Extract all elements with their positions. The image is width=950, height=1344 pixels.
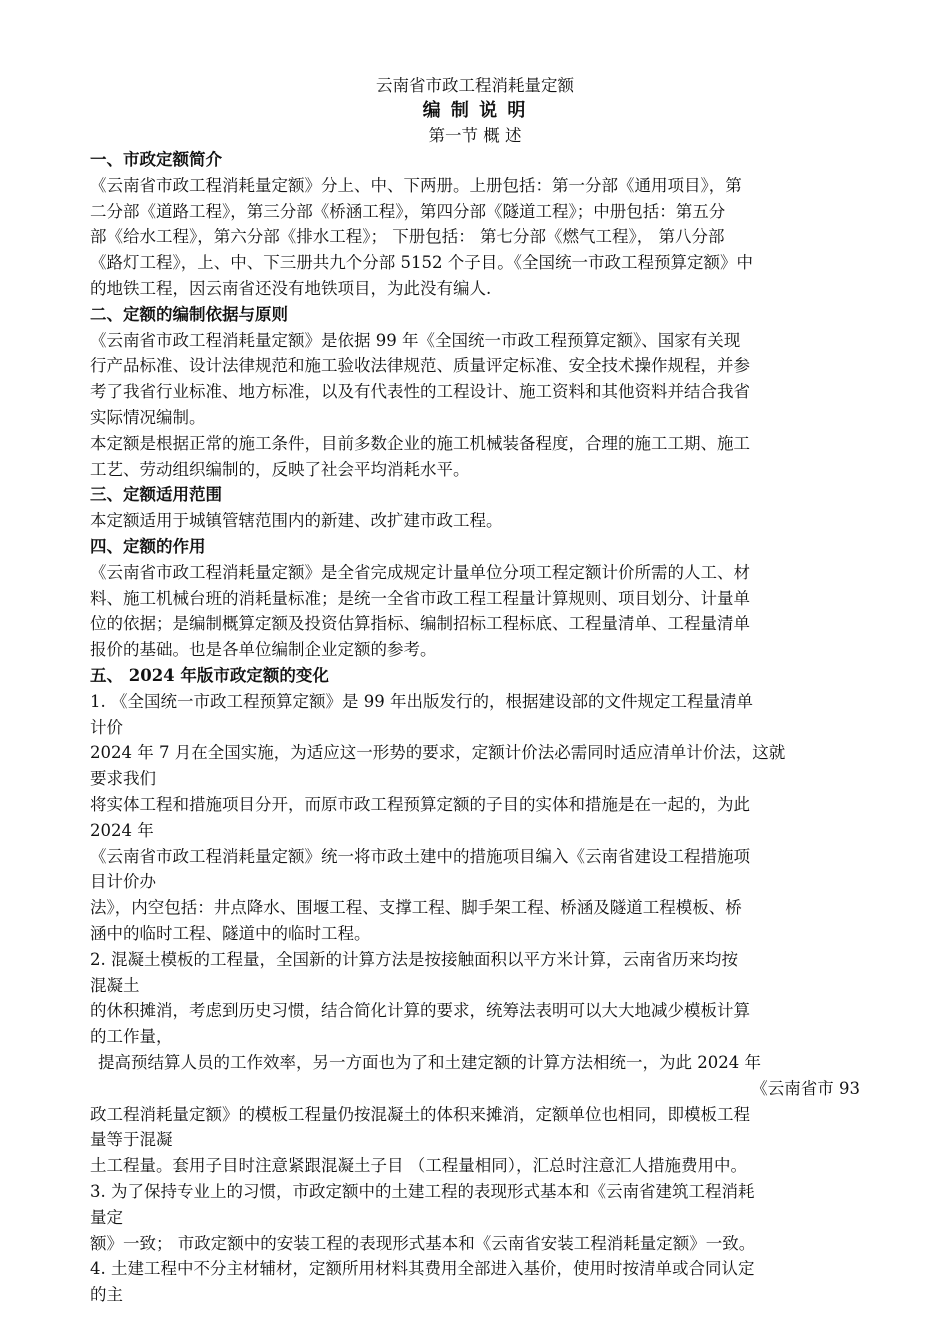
text-line: 将实体工程和措施项目分开，而原市政工程预算定额的子目的实体和措施是在一起的，为此 xyxy=(90,795,750,814)
text-line: 2024 年 7 月在全国实施，为适应这一形势的要求，定额计价法必需同时适应清单计价法，这就 xyxy=(90,743,786,763)
text-line: 的主 xyxy=(90,1285,123,1305)
text-line: 计价 xyxy=(90,717,123,737)
text-line: 混凝土 xyxy=(90,975,140,995)
section-heading: 五、 2024 年版市政定额的变化 xyxy=(90,666,329,685)
section-heading: 三、定额适用范围 xyxy=(90,485,222,505)
text-line: 实际情况编制。 xyxy=(90,408,206,427)
text-line: 1. 《全国统一市政工程预算定额》是 99 年出版发行的，根据建设部的文件规定工程量清单 xyxy=(90,691,753,711)
text-line: 二分部《道路工程》，第三分部《桥涵工程》，第四分部《隧道工程》；中册包括：第五分 xyxy=(90,201,726,221)
text-line: 涵中的临时工程、隧道中的临时工程。 xyxy=(90,924,371,943)
text-line: 《云南省市政工程消耗量定额》分上、中、下两册。上册包括：第一分部《通用项目》，第 xyxy=(90,175,742,195)
text-line: 政工程消耗量定额》的模板工程量仍按混凝土的体积来摊消，定额单位也相同，即模板工程 xyxy=(90,1104,750,1124)
text-line: 法》，内空包括：井点降水、围堰工程、支撑工程、脚手架工程、桥涵及隧道工程模板、桥 xyxy=(90,898,742,918)
text-line: 提高预结算人员的工作效率，另一方面也为了和土建定额的计算方法相统一，为此 2024 年 xyxy=(98,1053,761,1072)
text-line: 考了我省行业标准、地方标准，以及有代表性的工程设计、施工资料和其他资料并结合我省 xyxy=(90,382,750,402)
text-line: 《云南省市 93 xyxy=(751,1078,860,1098)
text-line: 土工程量。套用子目时注意紧跟混凝土子目 （工程量相同），汇总时注意汇人措施费用中。 xyxy=(90,1156,747,1176)
text-line: 的地铁工程，因云南省还没有地铁项目，为此没有编人. xyxy=(90,279,492,298)
section-heading: 四、定额的作用 xyxy=(90,537,206,556)
text-line: 报价的基础。也是各单位编制企业定额的参考。 xyxy=(90,640,437,660)
section-heading: 一、市政定额简介 xyxy=(90,150,222,169)
text-line: 本定额是根据正常的施工条件，目前多数企业的施工机械装备程度，合理的施工工期、施工 xyxy=(90,433,750,453)
text-line: 2024 年 xyxy=(90,820,154,840)
text-line: 的休积摊消，考虑到历史习惯，结合简化计算的要求，统筹法表明可以大大地减少模板计算 xyxy=(90,1001,750,1021)
text-line: 《云南省市政工程消耗量定额》是全省完成规定计量单位分项工程定额计价所需的人工、材 xyxy=(90,562,750,582)
section-title: 第一节 概 述 xyxy=(428,126,522,145)
text-line: 额》一致； 市政定额中的安装工程的表现形式基本和《云南省安装工程消耗量定额》一致。 xyxy=(90,1233,756,1253)
text-line: 位的依据；是编制概算定额及投资估算指标、编制招标工程标底、工程量清单、工程量清单 xyxy=(90,614,750,634)
text-line: 量定 xyxy=(90,1207,123,1227)
section-heading: 二、定额的编制依据与原则 xyxy=(90,304,288,324)
text-line: 3. 为了保持专业上的习惯，市政定额中的土建工程的表现形式基本和《云南省建筑工程消耗 xyxy=(90,1182,755,1201)
doc-subtitle: 编 制 说 明 xyxy=(422,100,528,121)
text-line: 目计价办 xyxy=(90,872,156,892)
text-line: 《云南省市政工程消耗量定额》是依据 99 年《全国统一市政工程预算定额》、国家有关现 xyxy=(90,330,741,350)
text-line: 工艺、劳动组织编制的，反映了社会平均消耗水平。 xyxy=(90,459,470,479)
text-line: 的工作量， xyxy=(90,1027,173,1047)
text-line: 《路灯工程》，上、中、下三册共九个分部 5152 个子目。《全国统一市政工程预算定额》中 xyxy=(90,253,753,273)
text-line: 4. 土建工程中不分主材辅材，定额所用材料其费用全部进入基价，使用时按清单或合同认定 xyxy=(90,1259,755,1279)
text-line: 《云南省市政工程消耗量定额》统一将市政土建中的措施项目编入《云南省建设工程措施项 xyxy=(90,846,750,866)
doc-title: 云南省市政工程消耗量定额 xyxy=(376,76,574,95)
text-line: 本定额适用于城镇管辖范围内的新建、改扩建市政工程。 xyxy=(90,511,503,531)
text-line: 要求我们 xyxy=(90,769,156,789)
text-line: 行产品标准、设计法律规范和施工验收法律规范、质量评定标准、安全技术操作规程，并参 xyxy=(90,356,750,376)
text-line: 2. 混凝土模板的工程量，全国新的计算方法是按接触面积以平方米计算，云南省历来均按 xyxy=(90,949,738,969)
text-line: 料、施工机械台班的消耗量标准；是统一全省市政工程工程量计算规则、项目划分、计量单 xyxy=(90,588,750,608)
text-line: 部《给水工程》，第六分部《排水工程》； 下册包括： 第七分部《燃气工程》， 第八分部 xyxy=(90,227,725,247)
text-line: 量等于混凝 xyxy=(90,1130,173,1150)
